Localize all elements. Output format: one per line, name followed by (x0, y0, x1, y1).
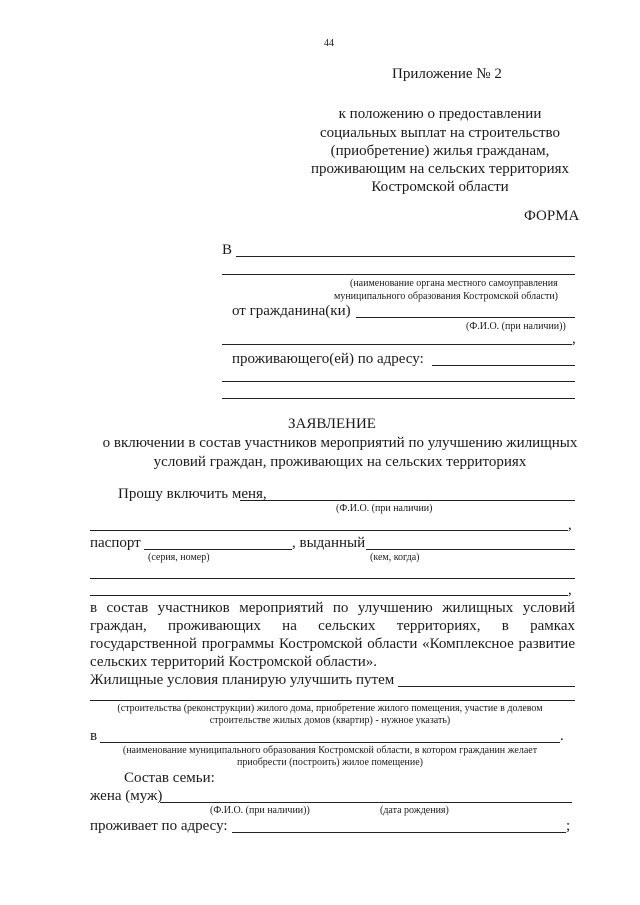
address-field-line-2[interactable] (222, 381, 575, 382)
passport-issuer-line[interactable] (366, 549, 575, 550)
authority-hint: (наименование органа местного самоуправления (350, 278, 558, 289)
improve-label: Жилищные условия планирую улучшить путем (90, 672, 395, 688)
comma: , (568, 517, 572, 533)
passport-label: паспорт (90, 535, 141, 551)
family-label: Состав семьи: (124, 770, 215, 786)
fio-field-line-2[interactable] (222, 344, 572, 345)
authority-hint: муниципального образования Костромской области) (334, 291, 559, 302)
issued-hint: (кем, когда) (370, 552, 420, 563)
spouse-fio-hint: (Ф.И.О. (при наличии)) (210, 805, 310, 816)
issued-label: , выданный (292, 535, 366, 551)
paragraph-line: в состав участников мероприятий по улучшению жилищных условий (90, 600, 575, 616)
improve-hint: строительстве жилых домов (квартир) - нужное указать) (209, 715, 451, 726)
authority-field-line[interactable] (236, 256, 575, 257)
in-prefix: в (90, 728, 98, 744)
applicant-fio-line[interactable] (240, 500, 575, 501)
passport-issuer-line-2[interactable] (90, 578, 575, 579)
fio-hint: (Ф.И.О. (при наличии)) (466, 321, 566, 332)
address-field-line-3[interactable] (222, 398, 575, 399)
appendix-line: социальных выплат на строительство (319, 125, 561, 141)
fio-field-line[interactable] (356, 317, 575, 318)
semicolon: ; (566, 818, 571, 834)
to-prefix: В (222, 242, 233, 258)
municipality-hint: приобрести (построить) жилое помещение) (237, 757, 423, 768)
passport-number-line[interactable] (144, 549, 292, 550)
address-field-line[interactable] (432, 365, 575, 366)
page-number: 44 (324, 38, 334, 49)
comma: , (568, 582, 572, 598)
birth-date-hint: (дата рождения) (380, 805, 449, 816)
comma: , (572, 331, 576, 347)
paragraph-line: граждан, проживающих на сельских территориях, в рамках (90, 618, 575, 634)
paragraph-line: государственной программы Костромской области «Комплексное развитие (90, 636, 575, 652)
passport-issuer-line-3[interactable] (90, 595, 568, 596)
statement-subtitle: условий граждан, проживающих на сельских территориях (153, 454, 527, 470)
improve-hint: (строительства (реконструкции) жилого дома, приобретение жилого помещения, участие в долевом (117, 703, 543, 714)
paragraph-line: сельских территорий Костромской области». (90, 654, 378, 670)
lives-label: проживает по адресу: (90, 818, 228, 834)
series-hint: (серия, номер) (148, 552, 210, 563)
form-label: ФОРМА (524, 208, 580, 224)
applicant-fio-hint: (Ф.И.О. (при наличии) (336, 503, 433, 514)
from-label: от гражданина(ки) (232, 303, 351, 319)
spouse-line[interactable] (160, 802, 572, 803)
appendix-line: (приобретение) жилья гражданам, (330, 143, 550, 159)
appendix-line: проживающим на сельских территориях (310, 161, 570, 177)
statement-title: ЗАЯВЛЕНИЕ (288, 416, 376, 432)
improve-method-line[interactable] (398, 686, 575, 687)
period: . (560, 728, 564, 744)
spouse-address-line[interactable] (232, 832, 566, 833)
appendix-line: Костромской области (371, 179, 509, 195)
municipality-hint: (наименование муниципального образования Костромской области, в котором гражданин желает (122, 745, 538, 756)
address-label: проживающего(ей) по адресу: (232, 351, 424, 367)
statement-subtitle: о включении в состав участников мероприятий по улучшению жилищных (102, 435, 578, 451)
municipality-line[interactable] (100, 742, 560, 743)
applicant-fio-line-2[interactable] (90, 530, 568, 531)
spouse-label: жена (муж) (90, 788, 163, 804)
request-label: Прошу включить меня, (118, 486, 267, 502)
authority-field-line-2[interactable] (222, 274, 575, 275)
appendix-line: к положению о предоставлении (338, 106, 542, 122)
appendix-title: Приложение № 2 (392, 66, 502, 82)
improve-method-line-2[interactable] (90, 700, 575, 701)
